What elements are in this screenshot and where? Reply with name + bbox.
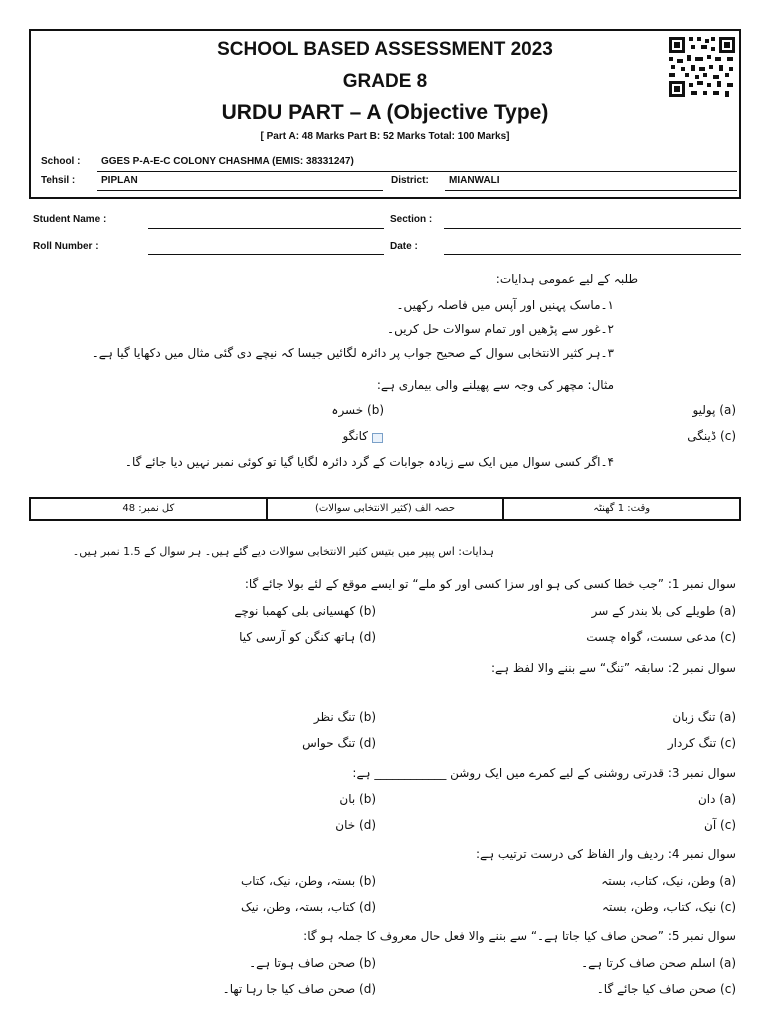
example-question: مثال: مچھر کی وجہ سے پھیلنے والی بیماری ہے: xyxy=(376,378,614,392)
instructions-heading: طلبہ کے لیے عمومی ہدایات: xyxy=(495,272,638,286)
q3-option-d[interactable]: (d) خان xyxy=(335,818,376,832)
date-field[interactable] xyxy=(444,254,741,255)
district-value: MIANWALI xyxy=(449,175,500,186)
instruction-3: ۳۔ہر کثیر الانتخابی سوال کے صحیح جواب پر دائرہ لگائیں جیسا کہ نیچے دی گئی مثال میں دکھایا گیا ہے۔ xyxy=(91,346,614,360)
section-title: حصہ الف (کثیر الانتخابی سوالات) xyxy=(266,499,503,519)
q4-option-a[interactable]: (a) وطن، نیک، کتاب، بستہ xyxy=(601,874,736,888)
question-4: سوال نمبر 4: ردیف وار الفاظ کی درست ترتیب ہے: xyxy=(476,847,736,861)
tehsil-value: PIPLAN xyxy=(101,175,138,186)
roll-number-field[interactable] xyxy=(148,254,384,255)
q2-option-a[interactable]: (a) تنگ زبان xyxy=(672,710,736,724)
marks-summary: [ Part A: 48 Marks Part B: 52 Marks Total: 100 Marks] xyxy=(260,131,510,142)
q2-option-c[interactable]: (c) تنگ کردار xyxy=(667,736,736,750)
q4-option-d[interactable]: (d) کتاب، بستہ، وطن، نیک xyxy=(240,900,376,914)
exam-title: SCHOOL BASED ASSESSMENT 2023 xyxy=(217,39,553,60)
time-allowed: وقت: 1 گھنٹہ xyxy=(502,499,739,519)
q1-option-d[interactable]: (d) ہاتھ کنگن کو آرسی کیا xyxy=(239,630,376,644)
example-option-c: (c) ڈینگی xyxy=(687,429,736,443)
student-name-field[interactable] xyxy=(148,228,384,229)
example-option-a: (a) پولیو xyxy=(692,403,736,417)
q5-option-b[interactable]: (b) صحن صاف ہوتا ہے۔ xyxy=(249,956,376,970)
district-line xyxy=(445,190,737,191)
q5-option-a[interactable]: (a) اسلم صحن صاف کرتا ہے۔ xyxy=(581,956,736,970)
student-name-label: Student Name : xyxy=(33,214,107,225)
question-2: سوال نمبر 2: سابقہ ”تنگ“ سے بننے والا لفظ ہے: xyxy=(490,661,736,675)
directions: ہدایات: اس پیپر میں بتیس کثیر الانتخابی سوالات دیے گئے ہیں۔ ہر سوال کے 1.5 نمبر ہیں۔ xyxy=(72,545,494,558)
q5-option-d[interactable]: (d) صحن صاف کیا جا رہا تھا۔ xyxy=(222,982,376,996)
example-option-d: کانگو xyxy=(342,429,368,443)
subject-title: URDU PART – A (Objective Type) xyxy=(221,101,549,124)
example-option-b: (b) خسرہ xyxy=(331,403,384,417)
total-marks: کل نمبر: 48 xyxy=(122,503,175,514)
section-field[interactable] xyxy=(444,228,741,229)
q3-option-b[interactable]: (b) بان xyxy=(339,792,376,806)
instruction-1: ۱۔ماسک پہنیں اور آپس میں فاصلہ رکھیں۔ xyxy=(396,298,614,312)
image-placeholder-icon xyxy=(372,433,383,443)
question-3: سوال نمبر 3: قدرتی روشنی کے لیے کمرے میں ایک روشن ____________ ہے: xyxy=(352,766,736,780)
q3-option-c[interactable]: (c) آن xyxy=(704,818,736,832)
section-label: Section : xyxy=(390,214,433,225)
school-line xyxy=(97,171,737,172)
roll-number-label: Roll Number : xyxy=(33,241,99,252)
q4-option-b[interactable]: (b) بستہ، وطن، نیک، کتاب xyxy=(240,874,376,888)
instruction-4: ۴۔اگر کسی سوال میں ایک سے زیادہ جوابات کے گرد دائرہ لگایا گیا تو کوئی نمبر نہیں دیا جائے گا۔ xyxy=(124,455,614,469)
q2-option-d[interactable]: (d) تنگ حواس xyxy=(302,736,376,750)
school-label: School : xyxy=(41,156,81,167)
q5-option-c[interactable]: (c) صحن صاف کیا جائے گا۔ xyxy=(596,982,736,996)
question-1: سوال نمبر 1: ”جب خطا کسی کی ہو اور سزا کسی اور کو ملے“ تو ایسے موقع کے لئے بولا جائے گا: xyxy=(244,577,736,591)
q3-option-a[interactable]: (a) دان xyxy=(697,792,736,806)
q4-option-c[interactable]: (c) نیک، کتاب، وطن، بستہ xyxy=(601,900,736,914)
q1-option-c[interactable]: (c) مدعی سست، گواہ چست xyxy=(586,630,736,644)
q1-option-b[interactable]: (b) کھسیانی بلی کھمبا نوچے xyxy=(234,604,376,618)
school-value: GGES P-A-E-C COLONY CHASHMA (EMIS: 38331247) xyxy=(101,156,354,167)
tehsil-line xyxy=(97,190,383,191)
tehsil-label: Tehsil : xyxy=(41,175,76,186)
q2-option-b[interactable]: (b) تنگ نظر xyxy=(313,710,376,724)
qr-code-icon xyxy=(667,35,737,99)
question-5: سوال نمبر 5: ”صحن صاف کیا جاتا ہے۔“ سے بننے والا فعل حال معروف کا جملہ ہو گا: xyxy=(303,929,736,943)
district-label: District: xyxy=(391,175,429,186)
section-bar xyxy=(29,497,741,521)
instruction-2: ۲۔غور سے پڑھیں اور تمام سوالات حل کریں۔ xyxy=(387,322,614,336)
grade-title: GRADE 8 xyxy=(342,71,428,92)
date-label: Date : xyxy=(390,241,418,252)
header-box xyxy=(29,29,741,199)
q1-option-a[interactable]: (a) طویلے کی بلا بندر کے سر xyxy=(591,604,736,618)
